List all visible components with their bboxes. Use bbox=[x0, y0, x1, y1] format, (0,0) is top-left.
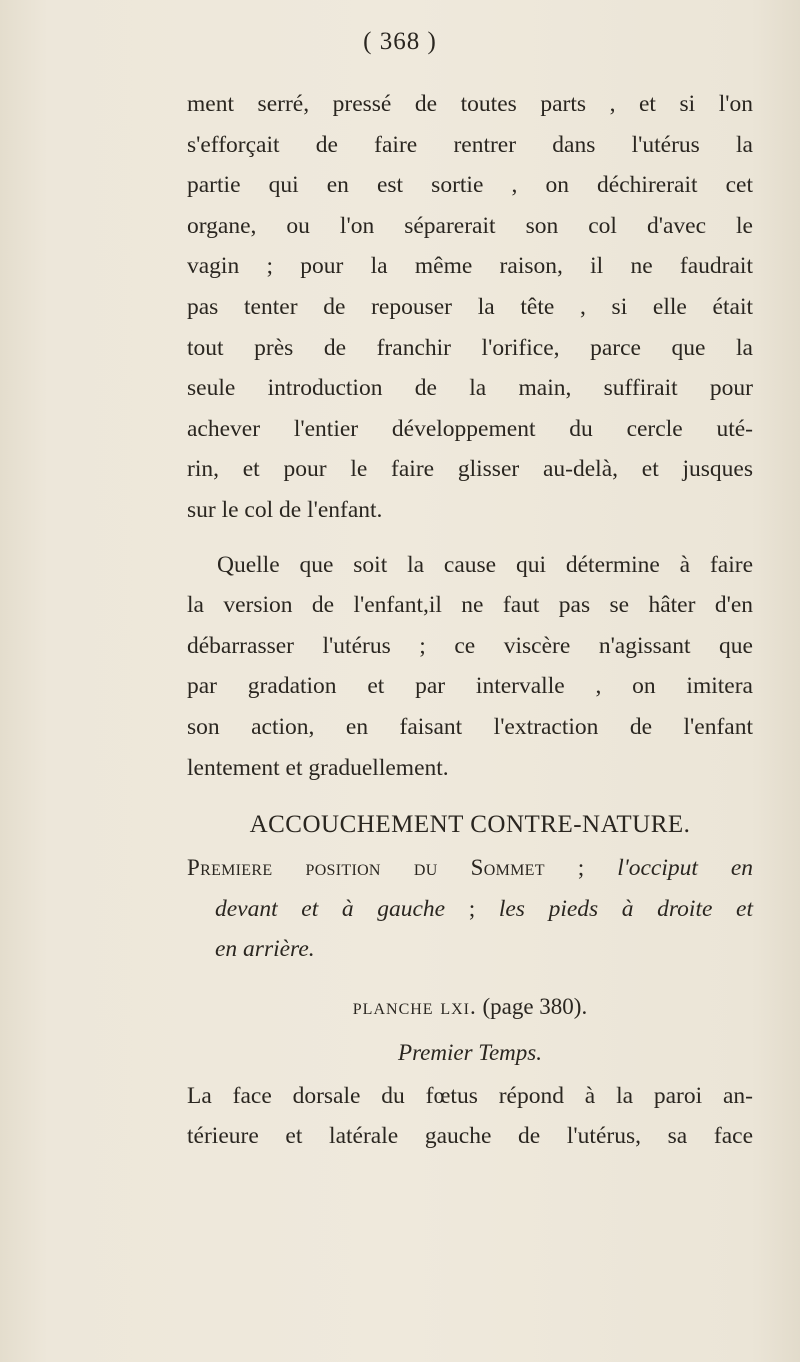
text-body bbox=[187, 84, 753, 1157]
stage-title: Premier Temps. bbox=[398, 1039, 542, 1065]
text-line: débarrasser l'utérus ; ce viscère n'agissant que bbox=[187, 632, 753, 659]
separator: ; bbox=[445, 895, 499, 922]
section-heading: ACCOUCHEMENT CONTRE-NATURE. bbox=[249, 811, 691, 839]
text-line: organe, ou l'on séparerait son col d'avec le bbox=[187, 212, 753, 239]
position-label: Premiere position du Sommet bbox=[187, 855, 545, 881]
text-line: seule introduction de la main, suffirait pour bbox=[187, 375, 753, 402]
separator: ; bbox=[544, 855, 618, 882]
page-number: ( 368 ) bbox=[363, 28, 437, 55]
text-line: térieure et latérale gauche de l'utérus, sa face bbox=[187, 1123, 753, 1150]
paragraph-3 bbox=[187, 1076, 753, 1157]
position-description bbox=[187, 848, 753, 970]
text-line: ment serré, pressé de toutes parts , et si l'on bbox=[187, 91, 753, 117]
section-gap bbox=[187, 788, 753, 802]
position-line-2 bbox=[187, 889, 753, 930]
position-italic-2b: les pieds à droite et bbox=[498, 895, 753, 922]
text-line: s'efforçait de faire rentrer dans l'utérus la bbox=[187, 131, 753, 158]
text-line: son action, en faisant l'extraction de l'enfant bbox=[187, 713, 753, 740]
plate-reference bbox=[187, 984, 753, 1030]
position-line-3: en arrière. bbox=[215, 936, 315, 963]
text-line: la version de l'enfant,il ne faut pas se hâter d'en bbox=[187, 592, 753, 619]
text-line: tout près de franchir l'orifice, parce que la bbox=[187, 334, 753, 361]
text-line: sur le col de l'enfant. bbox=[187, 496, 383, 523]
text-line: lentement et graduellement. bbox=[187, 754, 449, 781]
text-line: pas tenter de repouser la tête , si elle était bbox=[187, 293, 753, 320]
text-line: par gradation et par intervalle , on imitera bbox=[187, 673, 753, 700]
paragraph-2 bbox=[187, 545, 753, 789]
text-line: rin, et pour le faire glisser au-delà, et jusques bbox=[187, 456, 753, 483]
plate-label: planche lxi. bbox=[352, 993, 477, 1019]
text-line: Quelle que soit la cause qui détermine à faire bbox=[217, 551, 753, 578]
position-italic-1: l'occiput en bbox=[617, 855, 754, 882]
plate-page-ref: (page 380). bbox=[476, 993, 588, 1019]
position-line-1 bbox=[187, 848, 753, 889]
text-line: partie qui en est sortie , on déchirerait cet bbox=[187, 172, 753, 199]
position-italic-2a: devant et à gauche bbox=[215, 895, 446, 922]
text-line: vagin ; pour la même raison, il ne faudrait bbox=[187, 253, 753, 280]
text-line: achever l'entier développement du cercle uté- bbox=[187, 415, 753, 442]
section-gap bbox=[187, 970, 753, 984]
paragraph-1 bbox=[187, 84, 753, 531]
paragraph-gap bbox=[187, 531, 753, 545]
text-line: La face dorsale du fœtus répond à la paroi an- bbox=[187, 1082, 753, 1109]
